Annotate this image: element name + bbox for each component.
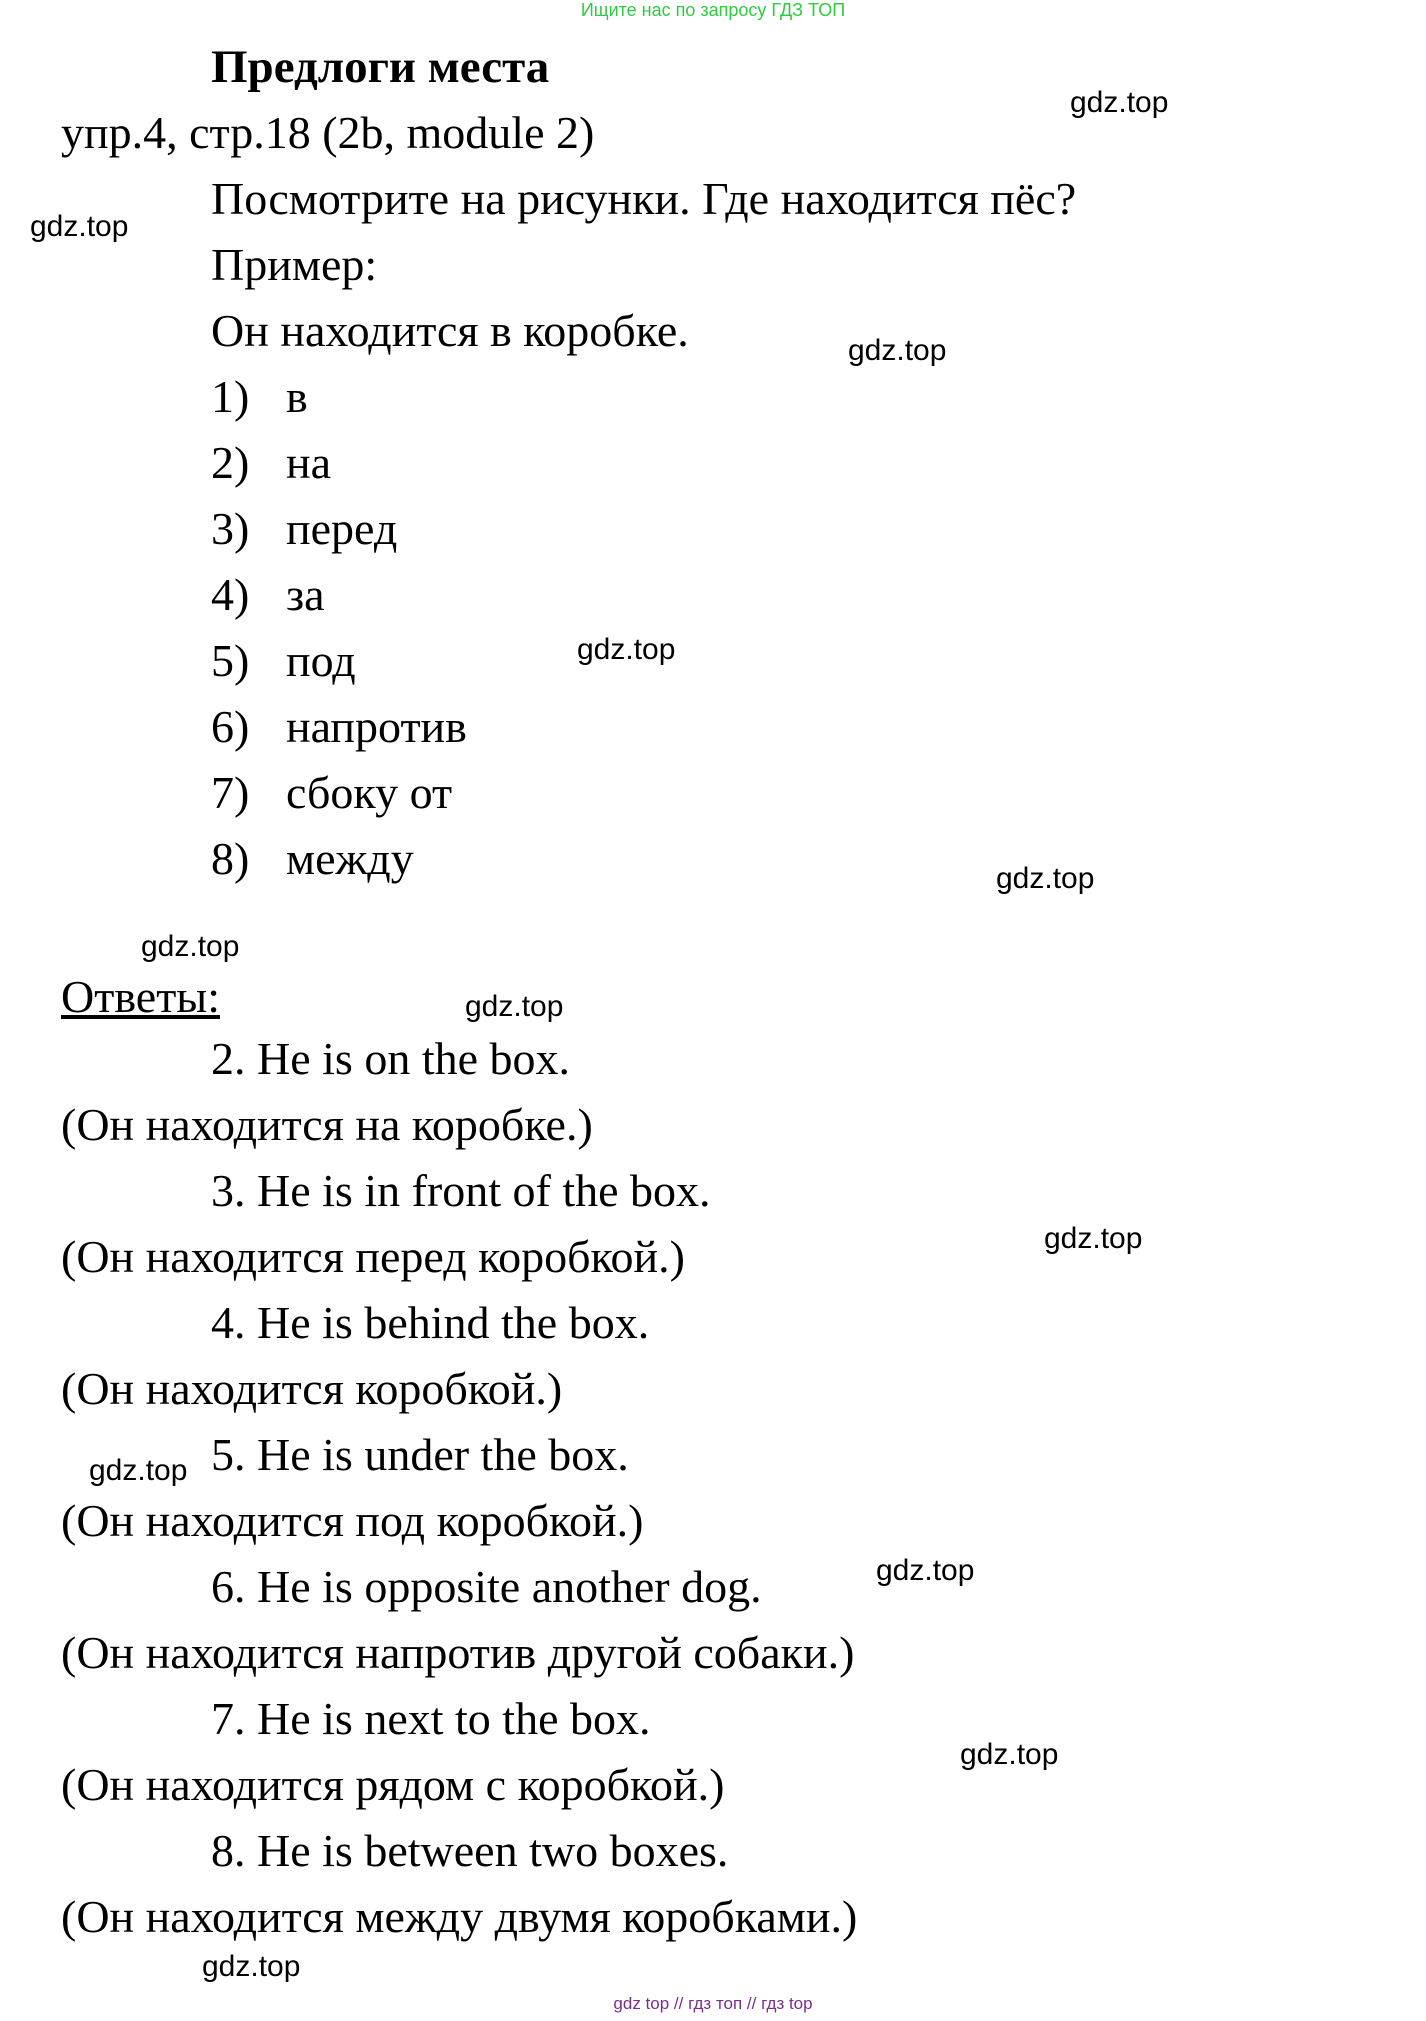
watermark: gdz.top [876,1554,975,1587]
preposition-word: между [286,833,414,884]
exercise-reference: упр.4, стр.18 (2b, module 2) [61,107,595,158]
watermark: gdz.top [30,210,129,243]
answer-english: 3. He is in front of the box. [211,1165,711,1216]
preposition-word: сбоку от [286,767,453,818]
preposition-number: 6) [211,701,250,752]
top-banner: Ищите нас по запросу ГДЗ ТОП [580,0,846,20]
answer-russian: (Он находится перед коробкой.) [61,1231,685,1282]
instruction-text: Посмотрите на рисунки. Где находится пёс? [211,173,1077,224]
answer-russian: (Он находится напротив другой собаки.) [61,1627,855,1678]
preposition-item [211,569,325,620]
watermark: gdz.top [202,1950,301,1983]
answer-english: 5. He is under the box. [211,1429,629,1480]
preposition-number: 1) [211,371,250,422]
preposition-item [211,635,356,686]
watermark: gdz.top [465,990,564,1023]
answer-russian: (Он находится рядом с коробкой.) [61,1759,725,1810]
preposition-item [211,503,398,554]
preposition-number: 2) [211,437,250,488]
answer-english: 7. He is next to the box. [211,1693,651,1744]
watermark: gdz.top [1070,86,1169,119]
answer-russian: (Он находится коробкой.) [61,1363,563,1414]
preposition-number: 3) [211,503,250,554]
preposition-word: напротив [286,701,467,752]
preposition-word: перед [286,503,398,554]
preposition-item [211,371,308,422]
example-sentence: Он находится в коробке. [211,305,689,356]
answers-heading: Ответы: [61,971,220,1022]
preposition-word: в [286,371,308,422]
page-title: Предлоги места [211,41,550,93]
example-label: Пример: [211,239,378,290]
preposition-word: на [286,437,332,488]
preposition-number: 8) [211,833,250,884]
preposition-number: 5) [211,635,250,686]
watermark: gdz.top [996,862,1095,895]
preposition-item [211,437,332,488]
answer-english: 2. He is on the box. [211,1033,571,1084]
watermark: gdz.top [960,1738,1059,1771]
preposition-item [211,701,467,752]
preposition-item [211,767,453,818]
watermark: gdz.top [577,633,676,666]
preposition-word: под [286,635,356,686]
answer-english: 4. He is behind the box. [211,1297,650,1348]
answer-russian: (Он находится под коробкой.) [61,1495,644,1546]
footer-links: gdz top // гдз топ // гдз top [613,1994,813,2013]
answer-russian: (Он находится на коробке.) [61,1099,593,1150]
answer-russian: (Он находится между двумя коробками.) [61,1891,858,1942]
watermark: gdz.top [141,930,240,963]
preposition-number: 4) [211,569,250,620]
watermark: gdz.top [848,334,947,367]
answer-english: 8. He is between two boxes. [211,1825,729,1876]
answer-english: 6. He is opposite another dog. [211,1561,762,1612]
preposition-word: за [286,569,325,620]
preposition-item [211,833,414,884]
watermark: gdz.top [1044,1222,1143,1255]
watermark: gdz.top [89,1454,188,1487]
preposition-number: 7) [211,767,250,818]
